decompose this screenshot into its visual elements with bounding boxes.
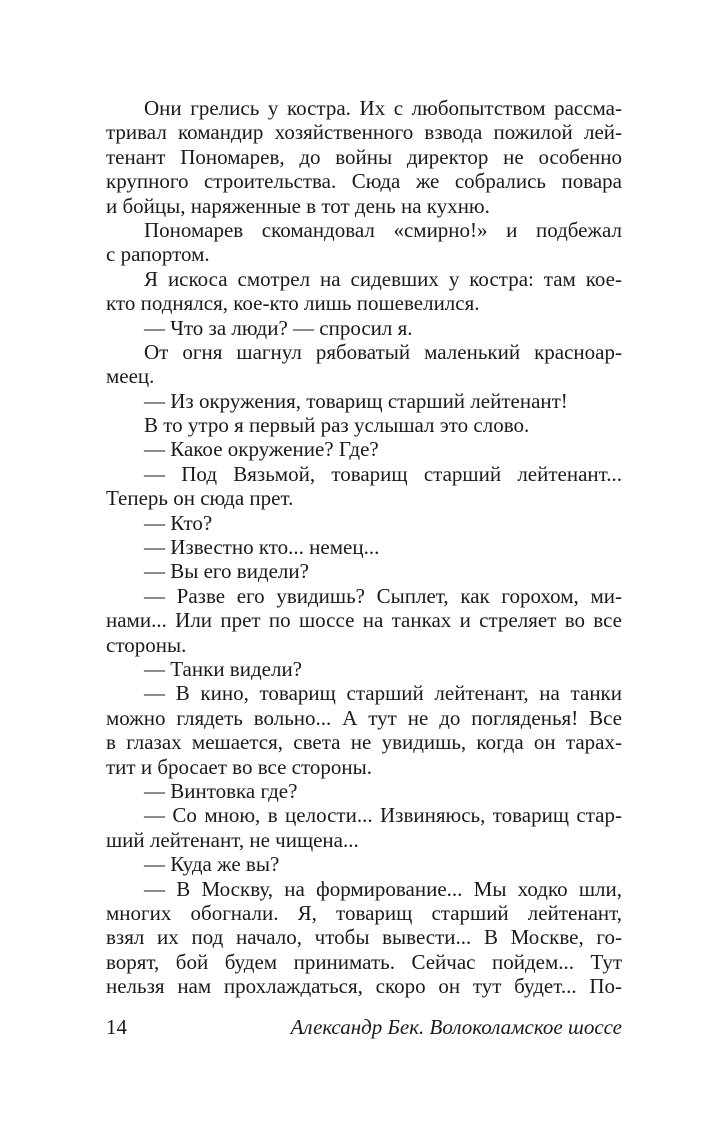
text-line: тенант Пономарев, до войны директор не особенно: [106, 144, 622, 169]
text-line: ший лейтенант, не чищена...: [106, 827, 359, 852]
text-line: — Что за люди? — спросил я.: [144, 315, 413, 340]
text-line: Теперь он сюда прет.: [106, 486, 294, 511]
text-line: — В Москву, на формирование... Мы ходко шли,: [144, 876, 622, 901]
text-line: Я искоса смотрел на сидевших у костра: там кое-: [144, 266, 622, 291]
text-line: — Разве его увидишь? Сыплет, как горохом, ми-: [144, 583, 622, 608]
text-line: стороны.: [106, 632, 187, 657]
text-line: тит и бросает во все стороны.: [106, 754, 372, 779]
text-line: взял их под начало, чтобы вывести... В Москве, го-: [106, 925, 622, 950]
text-line: ворят, бой будем принимать. Сейчас пойдем... Тут: [106, 949, 622, 974]
text-line: нельзя нам прохлаждаться, скоро он тут будет... По-: [106, 974, 622, 999]
page-footer: [106, 1014, 622, 1040]
text-line: От огня шагнул рябоватый маленький красноар-: [144, 339, 622, 364]
text-line: — Кто?: [144, 510, 213, 535]
text-line: нами... Или прет по шоссе на танках и стреляет во все: [106, 608, 622, 633]
text-line: — Какое окружение? Где?: [144, 437, 379, 462]
text-line: Они грелись у костра. Их с любопытством рассма-: [144, 96, 622, 120]
page-number: 14: [106, 1015, 127, 1039]
text-line: — Танки видели?: [144, 656, 303, 681]
text-line: В то утро я первый раз услышал это слово.: [144, 413, 530, 438]
text-line: — Под Вязьмой, товарищ старший лейтенант...: [144, 461, 622, 486]
text-line: и бойцы, наряженные в тот день на кухню.: [106, 193, 490, 218]
text-line: — Вы его видели?: [144, 559, 309, 584]
text-line: многих обогнали. Я, товарищ старший лейтенант,: [106, 900, 622, 925]
text-line: — Куда же вы?: [144, 852, 280, 877]
text-line: — Винтовка где?: [144, 778, 298, 803]
text-line: — Со мною, в целости... Извиняюсь, товарищ стар-: [144, 803, 622, 828]
text-line: в глазах мешается, света не увидишь, когда он тарах-: [106, 730, 622, 755]
text-line: тривал командир хозяйственного взвода пожилой лей-: [106, 120, 622, 145]
running-title: Александр Бек. Волоколамское шоссе: [290, 1015, 622, 1039]
text-line: с рапортом.: [106, 242, 210, 267]
text-line: кто поднялся, кое-кто лишь пошевелился.: [106, 291, 480, 316]
text-line: — Из окружения, товарищ старший лейтенант!: [144, 388, 568, 413]
text-line: — В кино, товарищ старший лейтенант, на танки: [144, 681, 622, 706]
text-line: меец.: [106, 364, 155, 389]
text-line: — Известно кто... немец...: [144, 535, 380, 560]
text-line: можно глядеть вольно... А тут не до погляденья! Все: [106, 705, 622, 730]
text-line: Пономарев скомандовал «смирно!» и подбежал: [144, 217, 622, 242]
book-page-body: [106, 96, 622, 998]
text-line: крупного строительства. Сюда же собрались повара: [106, 169, 622, 194]
